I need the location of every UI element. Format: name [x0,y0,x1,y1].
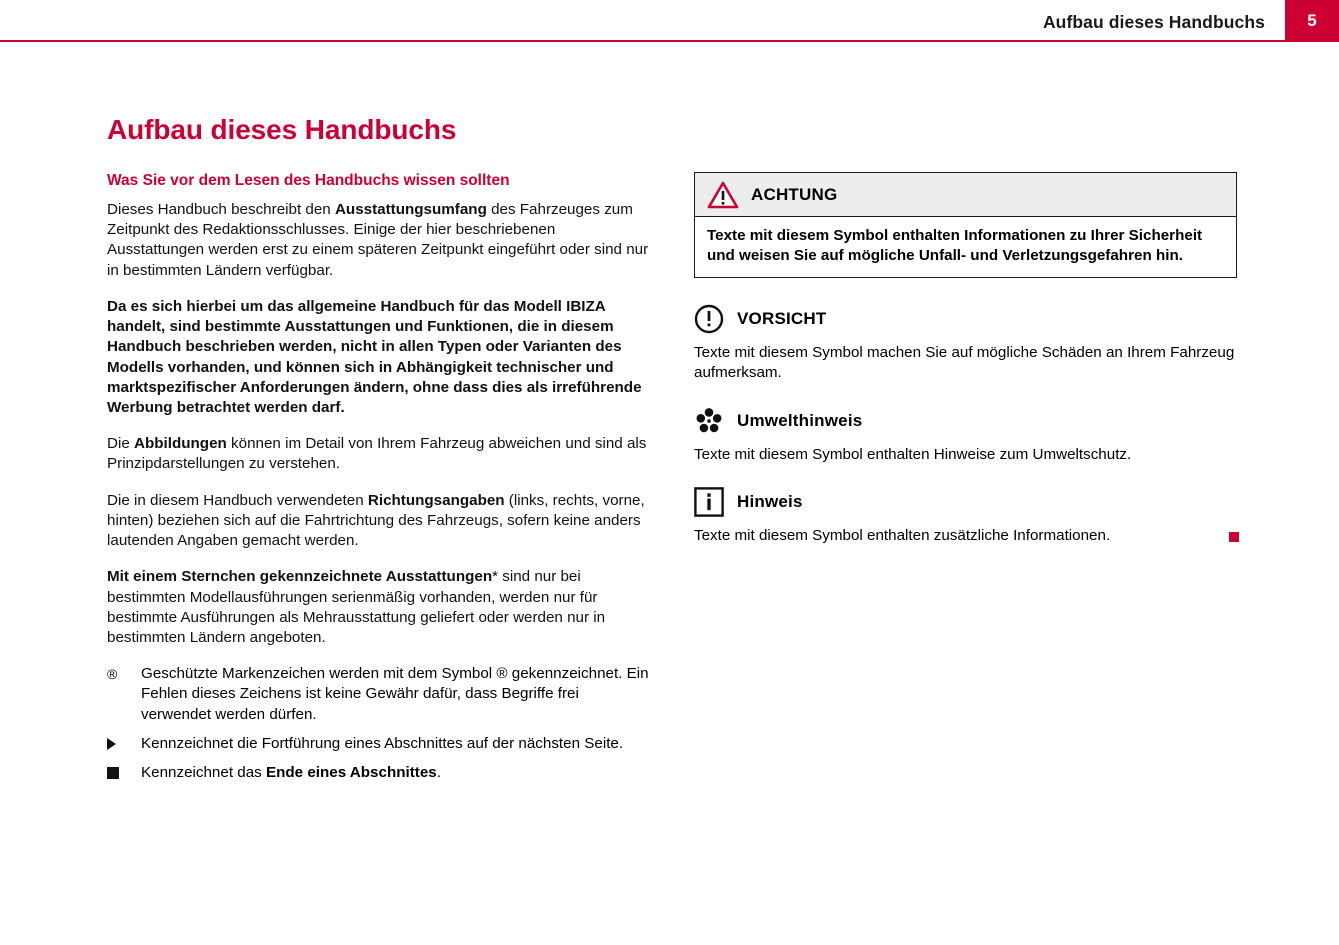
paragraph [107,200,652,281]
emphasis-text: Abbildungen [134,435,227,453]
registered-trademark-symbol: ® [107,666,118,683]
left-column [107,172,652,792]
body-text: können im Detail von Ihrem Fahrzeug abweichen und sind als Prinzipdarstellungen zu verstehen. [107,435,647,473]
achtung-notice-box [694,172,1237,278]
body-text: des Fahrzeuges zum Zeitpunkt des Redaktionsschlusses. Einige der hier beschriebenen Ausstattungen werden erst zu einem späteren Zeitpunkt eingeführt oder sind nur in bestimmten Ländern verfügbar. [107,201,649,279]
hinweis-text-wrapper [694,526,1239,546]
list-item [107,664,652,725]
body-text: Kennzeichnet das [141,764,266,782]
umwelthinweis-label: Umwelthinweis [737,410,863,430]
achtung-label: ACHTUNG [751,184,838,204]
body-text: Geschützte Markenzeichen werden mit dem Symbol ® gekennzeichnet. Ein Fehlen dieses Zeichens ist keine Gewähr dafür, dass Begriffe frei verwendet werden dürfen. [141,665,649,723]
achtung-notice-header [695,173,1236,217]
list-item-text [141,763,652,783]
hinweis-notice [694,487,1239,546]
end-of-section-marker [1229,532,1239,542]
emphasis-text: Richtungsangaben [367,491,505,509]
vorsicht-notice [694,304,1239,383]
caution-exclamation-circle-icon [694,304,724,334]
body-text: Dieses Handbuch beschreibt den [107,201,335,218]
paragraph [107,491,652,552]
running-header-title: Aufbau dieses Handbuchs [1042,12,1265,32]
umwelthinweis-text: Texte mit diesem Symbol enthalten Hinweise zum Umweltschutz. [694,445,1132,463]
hinweis-text: Texte mit diesem Symbol enthalten zusätzliche Informationen. [694,526,1111,544]
umwelthinweis-notice [694,406,1239,465]
paragraph [107,567,652,648]
body-text: Die in diesem Handbuch verwendeten [107,491,368,509]
right-column [694,172,1239,568]
paragraph [107,434,652,474]
body-text: Die [107,435,135,453]
hinweis-label: Hinweis [737,491,803,511]
filled-square-icon [107,763,141,783]
section-heading: Was Sie vor dem Lesen des Handbuchs wissen sollten [107,172,510,189]
vorsicht-label: VORSICHT [737,309,827,329]
emphasis-text: Ausstattungsumfang [334,201,487,218]
body-text: Kennzeichnet die Fortführung eines Abschnittes auf der nächsten Seite. [141,734,624,752]
emphasis-text: Ende eines Abschnittes [265,764,437,782]
list-item [107,734,652,754]
umwelthinweis-notice-header [694,406,1239,436]
vorsicht-text: Texte mit diesem Symbol machen Sie auf mögliche Schäden an Ihrem Fahrzeug aufmerksam. [694,344,1235,382]
achtung-body-text: Texte mit diesem Symbol enthalten Informationen zu Ihrer Sicherheit und weisen Sie auf mögliche Unfall- und Verletzungsgefahren hin. [707,227,1203,265]
list-item-text [141,734,652,754]
symbol-legend-list [107,664,652,783]
left-paragraphs [107,200,652,648]
hinweis-notice-header [694,487,1239,517]
list-item-text [141,664,652,725]
page-number-badge: 5 [1285,0,1339,42]
page-header [0,0,1339,42]
emphasis-text: Mit einem Sternchen gekennzeichnete Ausstattungen [107,568,493,586]
paragraph [107,297,652,418]
triangle-right-icon [107,734,141,754]
emphasis-text: Da es sich hierbei um das allgemeine Handbuch für das Modell IBIZA handelt, sind bestimmte Ausstattungen und Funktionen, die in diesem Handbuch beschrieben werden, nicht in allen Typen oder Varianten des Modells vorhanden, und können sich in Abhängigkeit technischer und marktspezifischer Anforderungen ändern, ohne dass dies als irreführende Werbung betrachtet werden darf. [107,297,642,416]
page-title: Aufbau dieses Handbuchs [107,114,457,145]
list-item [107,763,652,783]
body-text: * sind nur bei bestimmten Modellausführungen serienmäßig vorhanden, werden nur für bestimmte Ausführungen als Mehrausstattung geliefert oder werden nur in bestimmten Ländern angeboten. [107,568,606,646]
information-i-icon [694,487,724,517]
body-text: (links, rechts, vorne, hinten) beziehen sich auf die Fahrtrichtung des Fahrzeugs, sofern keine anders lautenden Angaben gemacht werden. [107,491,645,550]
body-text: . [436,764,441,782]
environment-flower-icon [694,406,724,436]
warning-triangle-icon [707,181,739,209]
vorsicht-notice-header [694,304,1239,334]
